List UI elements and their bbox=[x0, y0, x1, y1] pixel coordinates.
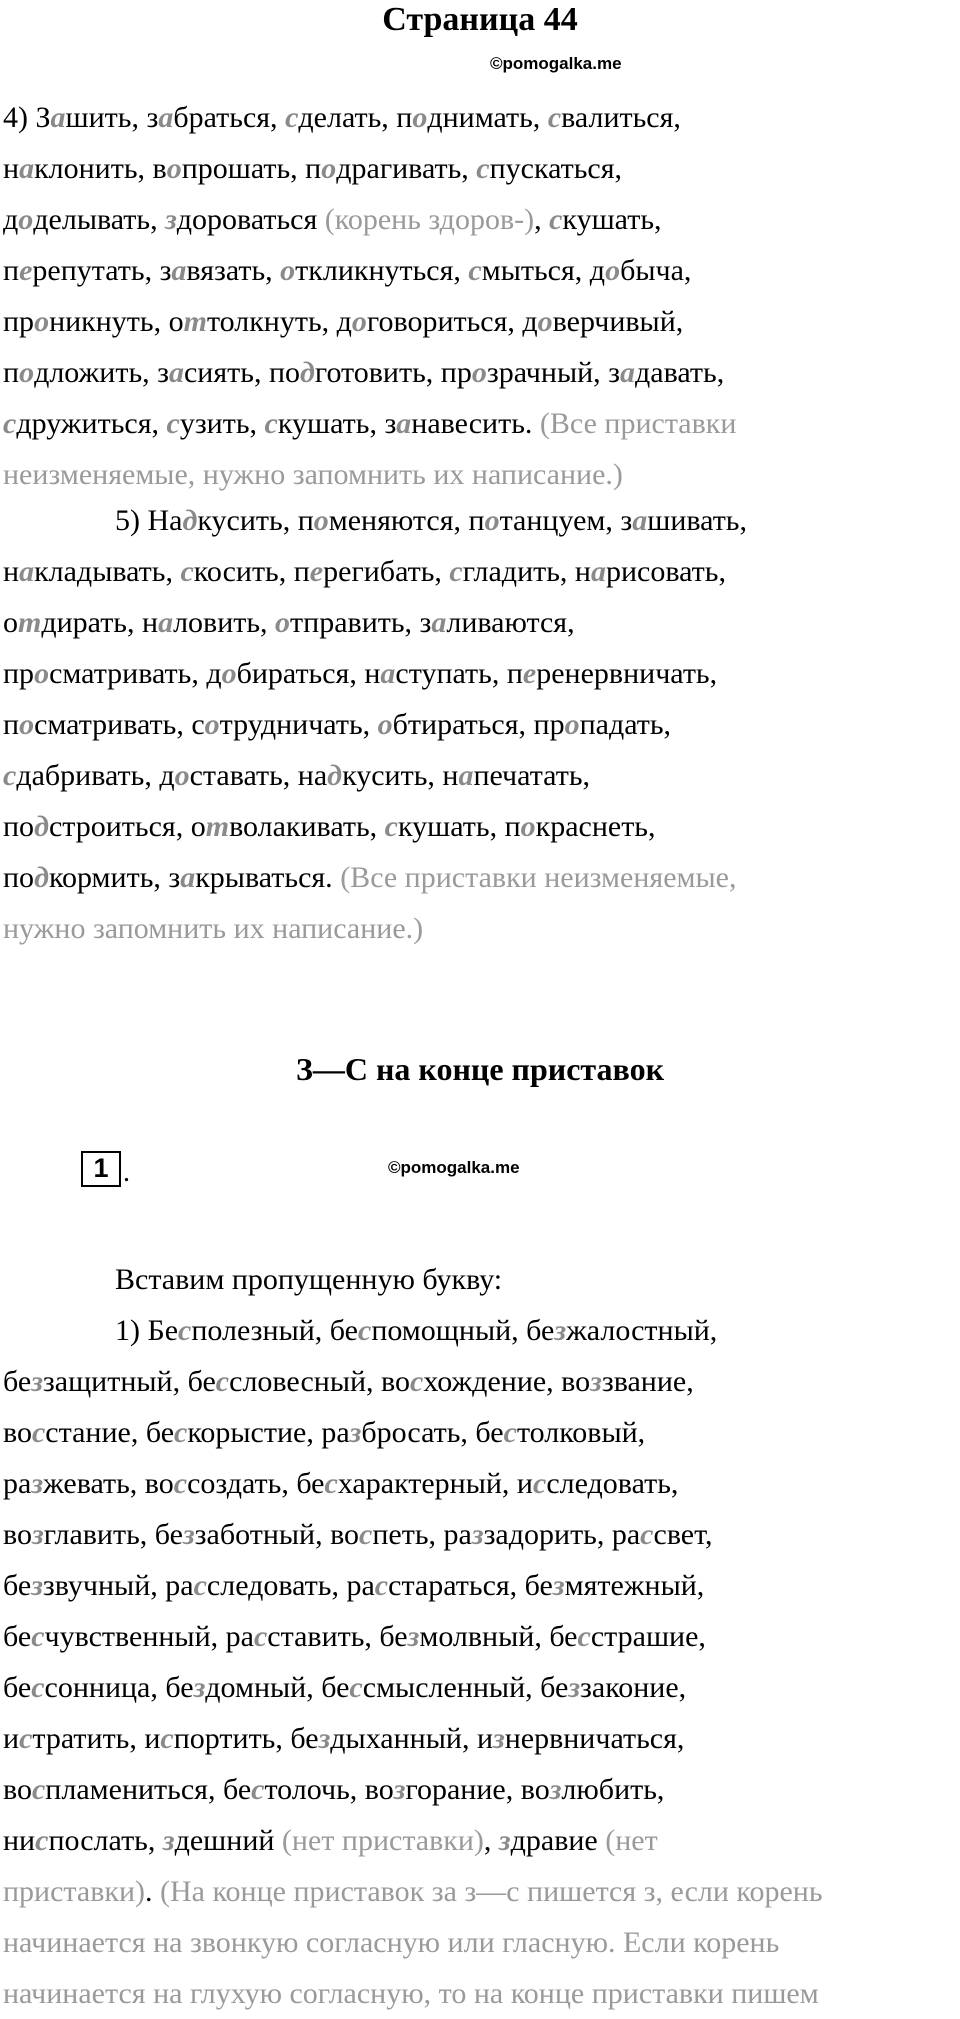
task-number-dot: . bbox=[123, 1157, 130, 1188]
text-segment: сматривать, д bbox=[49, 657, 222, 690]
text-segment: танцуем, з bbox=[499, 504, 633, 537]
inserted-letter: т bbox=[205, 810, 230, 843]
text-line bbox=[3, 1509, 953, 1560]
text-segment: петь, ра bbox=[372, 1518, 472, 1551]
text-line bbox=[3, 449, 953, 500]
comment-text: начинается на звонкую согласную или гласную. Если корень bbox=[3, 1926, 780, 1959]
comment-text: (нет приставки) bbox=[281, 1824, 484, 1857]
text-segment: репутать, з bbox=[32, 254, 172, 287]
inserted-letter: с bbox=[166, 407, 180, 440]
text-segment: н bbox=[3, 152, 20, 185]
text-segment: п bbox=[3, 708, 20, 741]
text-line bbox=[3, 1866, 953, 1917]
inserted-letter: с bbox=[503, 1416, 517, 1449]
text-segment: кладывать, bbox=[34, 555, 181, 588]
inserted-letter: о bbox=[313, 504, 329, 537]
comment-text: нужно запомнить их написание.) bbox=[3, 912, 424, 945]
text-segment: зрачный, з bbox=[486, 356, 621, 389]
inserted-letter: о bbox=[564, 708, 580, 741]
text-line bbox=[3, 1968, 953, 2019]
text-segment: ставать, на bbox=[189, 759, 328, 792]
text-segment: бе bbox=[3, 1620, 32, 1653]
inserted-letter: с bbox=[31, 1773, 46, 1806]
exercise-4-answer bbox=[3, 92, 953, 500]
text-segment: пр bbox=[3, 305, 35, 338]
text-segment: гладить, н bbox=[462, 555, 591, 588]
text-segment: никнуть, о bbox=[49, 305, 184, 338]
text-segment: сматривать, с bbox=[34, 708, 205, 741]
text-segment: крываться. bbox=[195, 861, 341, 894]
text-line bbox=[3, 1407, 953, 1458]
inserted-letter: с bbox=[264, 407, 278, 440]
text-segment: во bbox=[3, 1773, 32, 1806]
text-segment: пускаться, bbox=[489, 152, 623, 185]
text-segment: стараться, бе bbox=[388, 1569, 553, 1602]
watermark: ©pomogalka.me bbox=[490, 54, 622, 73]
text-line bbox=[3, 347, 953, 398]
comment-text: (нет bbox=[605, 1824, 658, 1857]
text-segment: жалостный, bbox=[566, 1314, 718, 1347]
text-segment: и bbox=[3, 1722, 20, 1755]
inserted-letter: з bbox=[349, 1416, 362, 1449]
text-segment: кушать, з bbox=[277, 407, 397, 440]
text-segment: клонить, в bbox=[34, 152, 167, 185]
inserted-letter: з bbox=[31, 1569, 43, 1602]
inserted-letter: о bbox=[174, 759, 190, 792]
inserted-letter: а bbox=[50, 101, 66, 134]
text-line bbox=[3, 903, 953, 954]
text-segment: любить, bbox=[561, 1773, 665, 1806]
inserted-letter: а bbox=[168, 356, 184, 389]
text-line bbox=[3, 750, 953, 801]
task-number-box: 1 bbox=[81, 1151, 121, 1187]
text-segment: валиться, bbox=[561, 101, 681, 134]
text-segment: дружиться, bbox=[16, 407, 167, 440]
text-segment: полезный, бе bbox=[191, 1314, 358, 1347]
section-title: З—С на конце приставок bbox=[295, 1051, 664, 1087]
page-title: Страница 44 bbox=[382, 1, 578, 38]
text-segment: ливаются, bbox=[446, 606, 575, 639]
text-segment: сиять, по bbox=[183, 356, 300, 389]
text-segment: браться, bbox=[173, 101, 286, 134]
inserted-letter: д bbox=[182, 504, 198, 537]
text-segment: говориться, д bbox=[366, 305, 538, 338]
text-segment: толковый, bbox=[516, 1416, 646, 1449]
text-segment: навесить. bbox=[411, 407, 540, 440]
inserted-letter: а bbox=[632, 504, 648, 537]
text-segment: дешний bbox=[174, 1824, 282, 1857]
inserted-letter: з bbox=[31, 1467, 44, 1500]
text-segment: дравие bbox=[510, 1824, 606, 1857]
text-segment: косить, п bbox=[193, 555, 310, 588]
inserted-letter: с bbox=[178, 1314, 192, 1347]
text-segment: падать, bbox=[579, 708, 672, 741]
text-segment: жевать, во bbox=[43, 1467, 174, 1500]
watermark: ©pomogalka.me bbox=[388, 1158, 520, 1177]
text-segment: пламениться, бе bbox=[45, 1773, 252, 1806]
inserted-letter: а bbox=[620, 356, 636, 389]
inserted-letter: а bbox=[380, 657, 396, 690]
inserted-letter: о bbox=[321, 152, 337, 185]
inserted-letter: о bbox=[377, 708, 393, 741]
inserted-letter: с bbox=[31, 1620, 45, 1653]
inserted-letter: з bbox=[165, 203, 177, 236]
inserted-letter: с bbox=[476, 152, 490, 185]
text-segment: во bbox=[3, 1518, 32, 1551]
inserted-letter: о bbox=[351, 305, 367, 338]
text-segment: регибать, bbox=[323, 555, 450, 588]
text-segment: мятежный, bbox=[564, 1569, 705, 1602]
text-segment: дороваться bbox=[176, 203, 325, 236]
text-segment: характерный, и bbox=[337, 1467, 533, 1500]
text-segment: задорить, ра bbox=[483, 1518, 641, 1551]
inserted-letter: с bbox=[533, 1467, 547, 1500]
text-segment: дабривать, д bbox=[16, 759, 175, 792]
inserted-letter: с bbox=[468, 254, 482, 287]
inserted-letter: а bbox=[158, 101, 174, 134]
text-line bbox=[3, 1458, 953, 1509]
text-segment: делать, п bbox=[298, 101, 413, 134]
text-segment: дложить, з bbox=[34, 356, 169, 389]
inserted-letter: с bbox=[449, 555, 463, 588]
text-segment: , bbox=[534, 203, 550, 236]
inserted-letter: о bbox=[471, 356, 487, 389]
inserted-letter: с bbox=[253, 1620, 268, 1653]
text-segment: свет, bbox=[653, 1518, 713, 1551]
inserted-letter: з bbox=[568, 1671, 581, 1704]
text-line bbox=[3, 143, 953, 194]
text-line bbox=[3, 1560, 953, 1611]
text-segment: чувственный, ра bbox=[44, 1620, 254, 1653]
task-intro bbox=[115, 1254, 960, 1305]
inserted-letter: с bbox=[31, 1416, 46, 1449]
text-segment: кормить, з bbox=[48, 861, 181, 894]
text-segment: по bbox=[3, 861, 35, 894]
inserted-letter: с bbox=[19, 1722, 33, 1755]
inserted-letter: с bbox=[549, 203, 563, 236]
inserted-letter: о bbox=[280, 254, 296, 287]
text-segment: молвный, бе bbox=[419, 1620, 578, 1653]
inserted-letter: а bbox=[180, 861, 196, 894]
text-segment: волакивать, bbox=[229, 810, 385, 843]
inserted-letter: з bbox=[182, 1518, 195, 1551]
text-segment: корыстие, ра bbox=[187, 1416, 350, 1449]
inserted-letter: е bbox=[522, 657, 537, 690]
text-segment: портить, бе bbox=[173, 1722, 319, 1755]
text-segment: давать, bbox=[635, 356, 725, 389]
inserted-letter: с bbox=[324, 1467, 338, 1500]
text-segment: краснеть, bbox=[535, 810, 656, 843]
inserted-letter: д bbox=[34, 810, 49, 843]
text-segment: следовать, ра bbox=[206, 1569, 375, 1602]
inserted-letter: з bbox=[162, 1824, 175, 1857]
inserted-letter: с bbox=[251, 1773, 265, 1806]
inserted-letter: з bbox=[498, 1824, 511, 1857]
text-segment: строиться, о bbox=[48, 810, 206, 843]
text-segment: во bbox=[3, 1416, 32, 1449]
text-segment: кушать, п bbox=[397, 810, 521, 843]
text-segment: прошать, п bbox=[181, 152, 322, 185]
inserted-letter: о bbox=[34, 305, 50, 338]
inserted-letter: о bbox=[275, 606, 291, 639]
inserted-letter: а bbox=[458, 759, 474, 792]
inserted-letter: т bbox=[183, 305, 207, 338]
inserted-letter: о bbox=[19, 708, 35, 741]
comment-text: начинается на глухую согласную, то на конце приставки пишем bbox=[3, 1977, 819, 2010]
text-line bbox=[3, 1815, 953, 1866]
inserted-letter: с bbox=[173, 1467, 188, 1500]
text-line bbox=[3, 1356, 953, 1407]
text-segment: послать, bbox=[48, 1824, 163, 1857]
text-line bbox=[3, 92, 953, 143]
text-segment: толочь, во bbox=[264, 1773, 394, 1806]
text-segment: печатать, bbox=[473, 759, 590, 792]
text-segment: трудничать, bbox=[219, 708, 378, 741]
inserted-letter: з bbox=[31, 1518, 44, 1551]
inserted-letter: е bbox=[19, 254, 33, 287]
exercise-5-answer bbox=[3, 495, 953, 954]
text-segment: кусить, п bbox=[197, 504, 314, 537]
text-segment: домный, бе bbox=[205, 1671, 350, 1704]
inserted-letter: а bbox=[396, 407, 412, 440]
inserted-letter: с bbox=[359, 1518, 373, 1551]
text-segment: рисовать, bbox=[605, 555, 726, 588]
text-segment: днимать, bbox=[427, 101, 548, 134]
text-segment: делывать, bbox=[33, 203, 166, 236]
inserted-letter: з bbox=[554, 1314, 567, 1347]
text-line bbox=[3, 801, 953, 852]
inserted-letter: о bbox=[605, 254, 621, 287]
text-segment: быча, bbox=[620, 254, 692, 287]
text-segment: д bbox=[3, 203, 19, 236]
text-segment: бросать, бе bbox=[361, 1416, 504, 1449]
text-segment: главить, бе bbox=[43, 1518, 183, 1551]
inserted-letter: с bbox=[160, 1722, 174, 1755]
inserted-letter: с bbox=[31, 1671, 45, 1704]
inserted-letter: з bbox=[407, 1620, 420, 1653]
intro-text: Вставим пропущенную букву: bbox=[115, 1263, 503, 1296]
text-segment: ни bbox=[3, 1824, 36, 1857]
inserted-letter: з bbox=[590, 1365, 602, 1398]
text-line bbox=[3, 194, 953, 245]
inserted-letter: а bbox=[171, 254, 187, 287]
inserted-letter: а bbox=[19, 555, 35, 588]
text-segment: готовить, пр bbox=[314, 356, 472, 389]
text-line bbox=[3, 597, 953, 648]
text-segment: пр bbox=[3, 657, 35, 690]
text-segment: бе bbox=[3, 1671, 32, 1704]
inserted-letter: с bbox=[410, 1365, 424, 1398]
inserted-letter: о bbox=[537, 305, 553, 338]
text-segment: дирать, н bbox=[41, 606, 159, 639]
inserted-letter: с bbox=[174, 1416, 188, 1449]
text-segment: п bbox=[3, 356, 20, 389]
text-line bbox=[3, 296, 953, 347]
inserted-letter: с bbox=[577, 1620, 591, 1653]
text-line bbox=[3, 1713, 953, 1764]
text-line bbox=[3, 1611, 953, 1662]
text-segment: нервничаться, bbox=[504, 1722, 685, 1755]
comment-text: неизменяемые, нужно запомнить их написание.) bbox=[3, 458, 623, 491]
inserted-letter: а bbox=[431, 606, 447, 639]
text-segment: следовать, bbox=[546, 1467, 679, 1500]
text-segment: п bbox=[3, 254, 20, 287]
text-line bbox=[3, 546, 953, 597]
inserted-letter: о bbox=[520, 810, 536, 843]
text-segment: ловить, bbox=[173, 606, 276, 639]
text-line bbox=[3, 648, 953, 699]
text-line bbox=[3, 1662, 953, 1713]
inserted-letter: с bbox=[349, 1671, 363, 1704]
inserted-letter: с bbox=[640, 1518, 654, 1551]
text-segment: ра bbox=[3, 1467, 32, 1500]
inserted-letter: а bbox=[158, 606, 174, 639]
inserted-letter: з bbox=[318, 1722, 331, 1755]
inserted-letter: з bbox=[193, 1671, 206, 1704]
inserted-letter: д bbox=[327, 759, 343, 792]
text-segment: шивать, bbox=[647, 504, 747, 537]
comment-text: приставки) bbox=[3, 1875, 146, 1908]
inserted-letter: з bbox=[549, 1773, 562, 1806]
text-segment: заботный, во bbox=[194, 1518, 360, 1551]
text-segment: ставить, бе bbox=[267, 1620, 408, 1653]
text-segment: 4) З bbox=[3, 101, 51, 134]
text-segment: законие, bbox=[580, 1671, 687, 1704]
inserted-letter: з bbox=[552, 1569, 565, 1602]
inserted-letter: з bbox=[393, 1773, 406, 1806]
text-line bbox=[3, 699, 953, 750]
text-segment: шить, з bbox=[65, 101, 159, 134]
text-segment: горание, во bbox=[405, 1773, 550, 1806]
text-segment: кусить, н bbox=[342, 759, 459, 792]
inserted-letter: о bbox=[204, 708, 220, 741]
comment-text: (корень здоров-) bbox=[324, 203, 535, 236]
comment-text: (Все приставки неизменяемые, bbox=[340, 861, 737, 894]
text-segment: бираться, н bbox=[236, 657, 381, 690]
text-segment: страшие, bbox=[590, 1620, 706, 1653]
text-segment: создать, бе bbox=[187, 1467, 325, 1500]
inserted-letter: з bbox=[471, 1518, 484, 1551]
inserted-letter: е bbox=[309, 555, 324, 588]
inserted-letter: с bbox=[547, 101, 562, 134]
text-segment: толкнуть, д bbox=[206, 305, 352, 338]
inserted-letter: с bbox=[3, 407, 17, 440]
text-segment: звучный, ра bbox=[42, 1569, 194, 1602]
inserted-letter: с bbox=[285, 101, 299, 134]
text-segment: тратить, и bbox=[32, 1722, 161, 1755]
text-segment: , bbox=[483, 1824, 499, 1857]
text-segment: бе bbox=[3, 1365, 32, 1398]
task-1-answer bbox=[3, 1305, 953, 2019]
inserted-letter: с bbox=[35, 1824, 49, 1857]
text-line bbox=[3, 398, 953, 449]
text-line bbox=[3, 495, 953, 546]
inserted-letter: о bbox=[34, 657, 50, 690]
inserted-letter: о bbox=[18, 203, 34, 236]
inserted-letter: с bbox=[3, 759, 17, 792]
inserted-letter: с bbox=[180, 555, 194, 588]
text-segment: по bbox=[3, 810, 35, 843]
text-segment: 1) Бе bbox=[115, 1314, 179, 1347]
inserted-letter: о bbox=[484, 504, 500, 537]
text-segment: стание, бе bbox=[45, 1416, 175, 1449]
text-segment: ступать, п bbox=[395, 657, 523, 690]
inserted-letter: о bbox=[19, 356, 35, 389]
inserted-letter: а bbox=[590, 555, 606, 588]
text-segment: помощный, бе bbox=[371, 1314, 555, 1347]
comment-text: (На конце приставок за з—с пишется з, если корень bbox=[160, 1875, 823, 1908]
text-segment: н bbox=[3, 555, 20, 588]
inserted-letter: з bbox=[493, 1722, 505, 1755]
text-segment: бе bbox=[3, 1569, 32, 1602]
text-segment: верчивый, bbox=[552, 305, 684, 338]
text-segment: мыться, д bbox=[481, 254, 606, 287]
comment-text: (Все приставки bbox=[539, 407, 737, 440]
inserted-letter: т bbox=[18, 606, 42, 639]
inserted-letter: о bbox=[412, 101, 428, 134]
text-segment: словесный, во bbox=[229, 1365, 411, 1398]
inserted-letter: о bbox=[166, 152, 182, 185]
text-line bbox=[3, 1764, 953, 1815]
text-segment: звание, bbox=[601, 1365, 694, 1398]
inserted-letter: д bbox=[300, 356, 315, 389]
inserted-letter: с bbox=[358, 1314, 372, 1347]
text-segment: бтираться, пр bbox=[392, 708, 565, 741]
inserted-letter: а bbox=[19, 152, 35, 185]
text-segment: ренервничать, bbox=[536, 657, 718, 690]
inserted-letter: с bbox=[384, 810, 398, 843]
text-segment: смысленный, бе bbox=[362, 1671, 569, 1704]
inserted-letter: с bbox=[374, 1569, 389, 1602]
text-segment: кушать, bbox=[562, 203, 662, 236]
text-segment: о bbox=[3, 606, 18, 639]
text-line bbox=[3, 852, 953, 903]
text-segment: тправить, з bbox=[290, 606, 432, 639]
text-segment: узить, bbox=[179, 407, 265, 440]
text-segment: дыханный, и bbox=[330, 1722, 493, 1755]
text-segment: хождение, во bbox=[423, 1365, 591, 1398]
text-segment: сонница, бе bbox=[44, 1671, 194, 1704]
text-segment: ткликнуться, bbox=[295, 254, 469, 287]
text-line bbox=[3, 245, 953, 296]
text-segment: драгивать, bbox=[336, 152, 477, 185]
inserted-letter: с bbox=[215, 1365, 230, 1398]
inserted-letter: с bbox=[193, 1569, 207, 1602]
inserted-letter: з bbox=[31, 1365, 43, 1398]
text-segment: вязать, bbox=[186, 254, 281, 287]
text-segment: меняются, п bbox=[328, 504, 485, 537]
text-segment: защитный, бе bbox=[42, 1365, 216, 1398]
inserted-letter: д bbox=[34, 861, 49, 894]
text-segment: . bbox=[145, 1875, 161, 1908]
text-line bbox=[3, 1305, 953, 1356]
text-line bbox=[3, 1917, 953, 1968]
inserted-letter: о bbox=[221, 657, 237, 690]
text-segment: 5) На bbox=[115, 504, 183, 537]
